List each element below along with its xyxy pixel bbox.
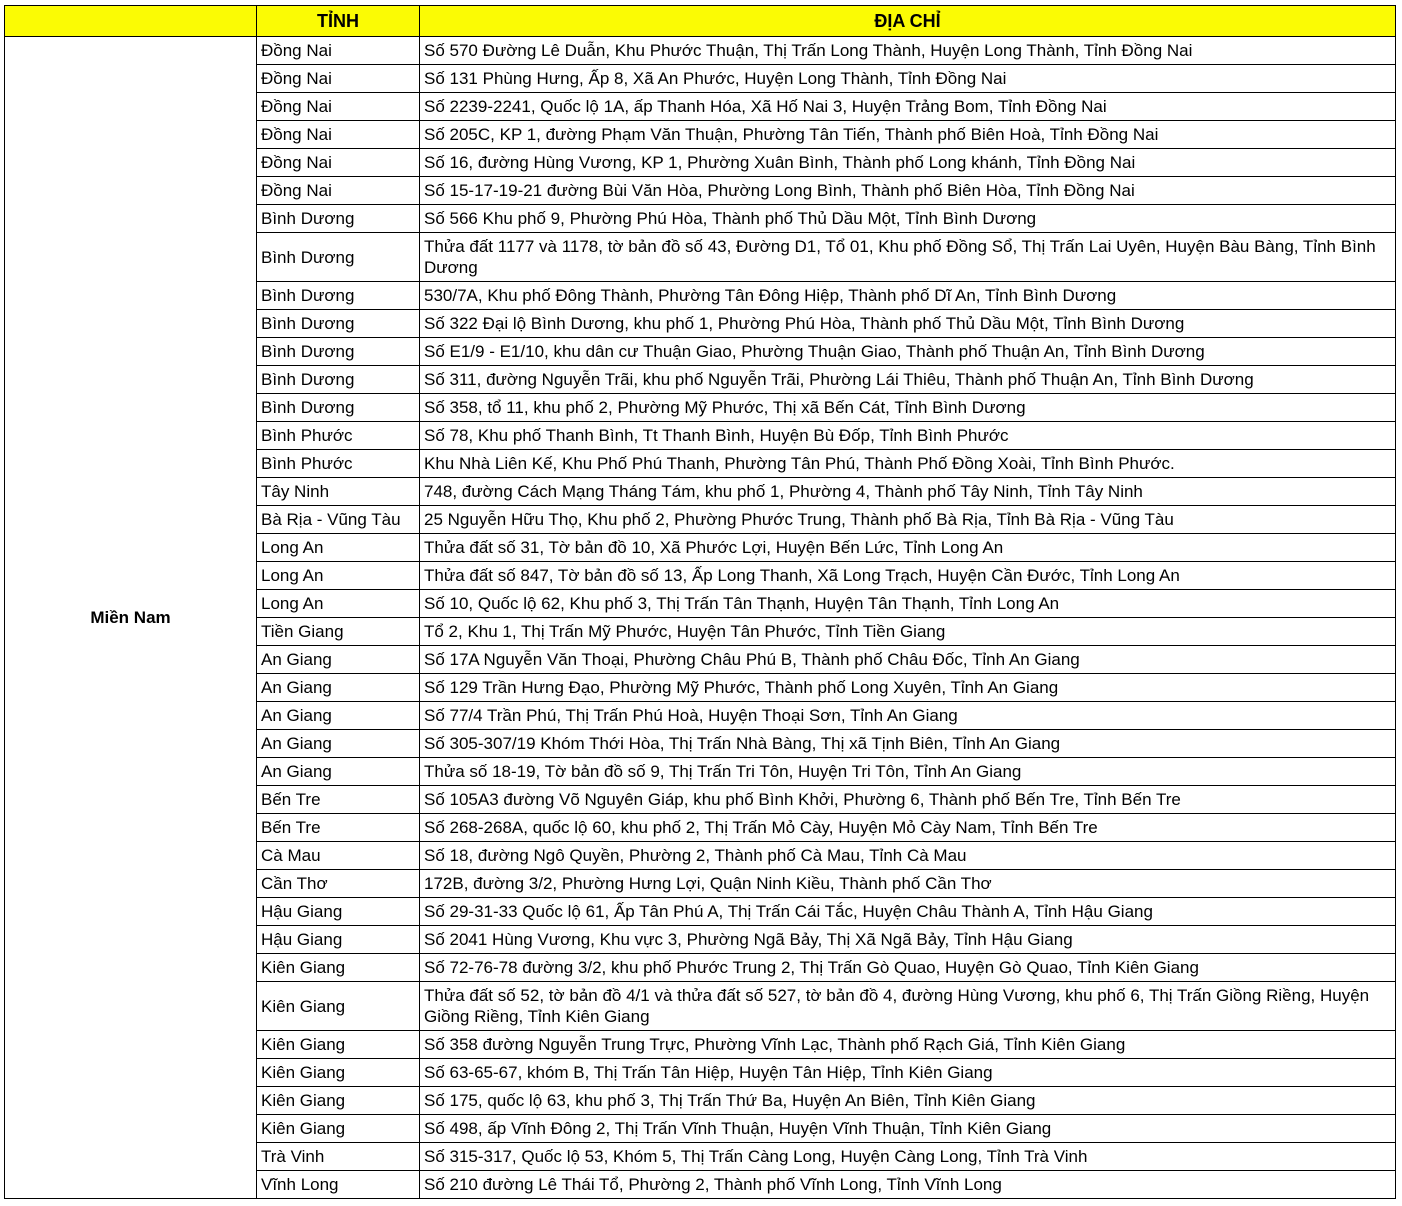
address-cell: Số 131 Phùng Hưng, Ấp 8, Xã An Phước, Huyện Long Thành, Tỉnh Đồng Nai — [420, 65, 1396, 93]
address-cell: Số 268-268A, quốc lộ 60, khu phố 2, Thị Trấn Mỏ Cày, Huyện Mỏ Cày Nam, Tỉnh Bến Tre — [420, 814, 1396, 842]
address-cell: Số 78, Khu phố Thanh Bình, Tt Thanh Bình, Huyện Bù Đốp, Tỉnh Bình Phước — [420, 422, 1396, 450]
address-cell: Số 129 Trần Hưng Đạo, Phường Mỹ Phước, Thành phố Long Xuyên, Tỉnh An Giang — [420, 674, 1396, 702]
province-cell: Bình Dương — [257, 282, 420, 310]
province-cell: Long An — [257, 562, 420, 590]
province-cell: Bà Rịa - Vũng Tàu — [257, 506, 420, 534]
address-cell: 748, đường Cách Mạng Tháng Tám, khu phố 1, Phường 4, Thành phố Tây Ninh, Tỉnh Tây Ninh — [420, 478, 1396, 506]
address-cell: Số 566 Khu phố 9, Phường Phú Hòa, Thành phố Thủ Dầu Một, Tỉnh Bình Dương — [420, 205, 1396, 233]
address-cell: Số 205C, KP 1, đường Phạm Văn Thuận, Phường Tân Tiến, Thành phố Biên Hoà, Tỉnh Đồng Nai — [420, 121, 1396, 149]
address-cell: Số 570 Đường Lê Duẫn, Khu Phước Thuận, Thị Trấn Long Thành, Huyện Long Thành, Tỉnh Đồng Nai — [420, 37, 1396, 65]
table-row — [5, 37, 1396, 65]
address-cell: Số 2239-2241, Quốc lộ 1A, ấp Thanh Hóa, Xã Hố Nai 3, Huyện Trảng Bom, Tỉnh Đồng Nai — [420, 93, 1396, 121]
province-cell: Bình Dương — [257, 310, 420, 338]
province-cell: Kiên Giang — [257, 954, 420, 982]
table-body — [5, 37, 1396, 1199]
branch-address-table — [4, 5, 1396, 1199]
province-cell: Kiên Giang — [257, 982, 420, 1031]
province-cell: Tây Ninh — [257, 478, 420, 506]
province-cell: Hậu Giang — [257, 926, 420, 954]
address-cell: Thửa đất số 847, Tờ bản đồ số 13, Ấp Long Thanh, Xã Long Trạch, Huyện Cần Đước, Tỉnh Long An — [420, 562, 1396, 590]
address-cell: Số E1/9 - E1/10, khu dân cư Thuận Giao, Phường Thuận Giao, Thành phố Thuận An, Tỉnh Bình Dương — [420, 338, 1396, 366]
province-cell: Bình Dương — [257, 233, 420, 282]
province-cell: Bến Tre — [257, 814, 420, 842]
province-cell: Đồng Nai — [257, 121, 420, 149]
address-cell: Số 29-31-33 Quốc lộ 61, Ấp Tân Phú A, Thị Trấn Cái Tắc, Huyện Châu Thành A, Tỉnh Hậu Giang — [420, 898, 1396, 926]
address-cell: 530/7A, Khu phố Đông Thành, Phường Tân Đông Hiệp, Thành phố Dĩ An, Tỉnh Bình Dương — [420, 282, 1396, 310]
province-cell: Bình Dương — [257, 205, 420, 233]
province-cell: Trà Vinh — [257, 1143, 420, 1171]
header-province: TỈNH — [257, 6, 420, 37]
address-cell: Thửa số 18-19, Tờ bản đồ số 9, Thị Trấn Tri Tôn, Huyện Tri Tôn, Tỉnh An Giang — [420, 758, 1396, 786]
header-address: ĐỊA CHỈ — [420, 6, 1396, 37]
province-cell: Kiên Giang — [257, 1031, 420, 1059]
province-cell: Đồng Nai — [257, 65, 420, 93]
province-cell: Vĩnh Long — [257, 1171, 420, 1199]
province-cell: An Giang — [257, 758, 420, 786]
province-cell: An Giang — [257, 702, 420, 730]
province-cell: Đồng Nai — [257, 37, 420, 65]
province-cell: An Giang — [257, 674, 420, 702]
province-cell: An Giang — [257, 646, 420, 674]
address-cell: Số 18, đường Ngô Quyền, Phường 2, Thành phố Cà Mau, Tỉnh Cà Mau — [420, 842, 1396, 870]
address-cell: Số 358, tổ 11, khu phố 2, Phường Mỹ Phước, Thị xã Bến Cát, Tỉnh Bình Dương — [420, 394, 1396, 422]
address-cell: Số 72-76-78 đường 3/2, khu phố Phước Trung 2, Thị Trấn Gò Quao, Huyện Gò Quao, Tỉnh Kiên Giang — [420, 954, 1396, 982]
province-cell: Hậu Giang — [257, 898, 420, 926]
province-cell: Kiên Giang — [257, 1115, 420, 1143]
address-cell: Số 358 đường Nguyễn Trung Trực, Phường Vĩnh Lạc, Thành phố Rạch Giá, Tỉnh Kiên Giang — [420, 1031, 1396, 1059]
province-cell: Long An — [257, 590, 420, 618]
address-cell: Thửa đất 1177 và 1178, tờ bản đồ số 43, Đường D1, Tổ 01, Khu phố Đồng Sổ, Thị Trấn Lai Uyên, Huyện Bàu Bàng, Tỉnh Bình Dương — [420, 233, 1396, 282]
address-cell: Thửa đất số 52, tờ bản đồ 4/1 và thửa đất số 527, tờ bản đồ 4, đường Hùng Vương, khu phố 6, Thị Trấn Giồng Riềng, Huyện Giồng Riềng, Tỉnh Kiên Giang — [420, 982, 1396, 1031]
address-cell: Số 77/4 Trần Phú, Thị Trấn Phú Hoà, Huyện Thoại Sơn, Tỉnh An Giang — [420, 702, 1396, 730]
province-cell: Bình Phước — [257, 422, 420, 450]
province-cell: Bình Dương — [257, 394, 420, 422]
address-cell: Số 17A Nguyễn Văn Thoại, Phường Châu Phú B, Thành phố Châu Đốc, Tỉnh An Giang — [420, 646, 1396, 674]
province-cell: Bình Dương — [257, 338, 420, 366]
province-cell: Cần Thơ — [257, 870, 420, 898]
address-cell: 172B, đường 3/2, Phường Hưng Lợi, Quận Ninh Kiều, Thành phố Cần Thơ — [420, 870, 1396, 898]
province-cell: Bến Tre — [257, 786, 420, 814]
address-cell: Số 15-17-19-21 đường Bùi Văn Hòa, Phường Long Bình, Thành phố Biên Hòa, Tỉnh Đồng Nai — [420, 177, 1396, 205]
province-cell: An Giang — [257, 730, 420, 758]
address-cell: Số 2041 Hùng Vương, Khu vực 3, Phường Ngã Bảy, Thị Xã Ngã Bảy, Tỉnh Hậu Giang — [420, 926, 1396, 954]
region-cell: Miền Nam — [5, 37, 257, 1199]
address-cell: Số 175, quốc lộ 63, khu phố 3, Thị Trấn Thứ Ba, Huyện An Biên, Tỉnh Kiên Giang — [420, 1087, 1396, 1115]
province-cell: Đồng Nai — [257, 149, 420, 177]
province-cell: Đồng Nai — [257, 93, 420, 121]
address-cell: Số 16, đường Hùng Vương, KP 1, Phường Xuân Bình, Thành phố Long khánh, Tỉnh Đồng Nai — [420, 149, 1396, 177]
table-header — [5, 6, 1396, 37]
header-region-cell — [5, 6, 257, 37]
address-cell: Tổ 2, Khu 1, Thị Trấn Mỹ Phước, Huyện Tân Phước, Tỉnh Tiền Giang — [420, 618, 1396, 646]
province-cell: Bình Dương — [257, 366, 420, 394]
province-cell: Kiên Giang — [257, 1059, 420, 1087]
province-cell: Bình Phước — [257, 450, 420, 478]
province-cell: Cà Mau — [257, 842, 420, 870]
address-cell: Khu Nhà Liên Kế, Khu Phố Phú Thanh, Phường Tân Phú, Thành Phố Đồng Xoài, Tỉnh Bình Phước. — [420, 450, 1396, 478]
province-cell: Đồng Nai — [257, 177, 420, 205]
address-cell: Số 311, đường Nguyễn Trãi, khu phố Nguyễn Trãi, Phường Lái Thiêu, Thành phố Thuận An, Tỉnh Bình Dương — [420, 366, 1396, 394]
address-cell: Số 210 đường Lê Thái Tổ, Phường 2, Thành phố Vĩnh Long, Tỉnh Vĩnh Long — [420, 1171, 1396, 1199]
address-cell: Số 305-307/19 Khóm Thới Hòa, Thị Trấn Nhà Bàng, Thị xã Tịnh Biên, Tỉnh An Giang — [420, 730, 1396, 758]
address-cell: Số 498, ấp Vĩnh Đông 2, Thị Trấn Vĩnh Thuận, Huyện Vĩnh Thuận, Tỉnh Kiên Giang — [420, 1115, 1396, 1143]
address-cell: Số 315-317, Quốc lộ 53, Khóm 5, Thị Trấn Càng Long, Huyện Càng Long, Tỉnh Trà Vinh — [420, 1143, 1396, 1171]
province-cell: Kiên Giang — [257, 1087, 420, 1115]
address-cell: Số 322 Đại lộ Bình Dương, khu phố 1, Phường Phú Hòa, Thành phố Thủ Dầu Một, Tỉnh Bình Dương — [420, 310, 1396, 338]
address-cell: Số 63-65-67, khóm B, Thị Trấn Tân Hiệp, Huyện Tân Hiệp, Tỉnh Kiên Giang — [420, 1059, 1396, 1087]
province-cell: Long An — [257, 534, 420, 562]
province-cell: Tiền Giang — [257, 618, 420, 646]
address-cell: Thửa đất số 31, Tờ bản đồ 10, Xã Phước Lợi, Huyện Bến Lức, Tỉnh Long An — [420, 534, 1396, 562]
address-cell: Số 10, Quốc lộ 62, Khu phố 3, Thị Trấn Tân Thạnh, Huyện Tân Thạnh, Tỉnh Long An — [420, 590, 1396, 618]
address-cell: Số 105A3 đường Võ Nguyên Giáp, khu phố Bình Khởi, Phường 6, Thành phố Bến Tre, Tỉnh Bến Tre — [420, 786, 1396, 814]
address-cell: 25 Nguyễn Hữu Thọ, Khu phố 2, Phường Phước Trung, Thành phố Bà Rịa, Tỉnh Bà Rịa - Vũng Tàu — [420, 506, 1396, 534]
